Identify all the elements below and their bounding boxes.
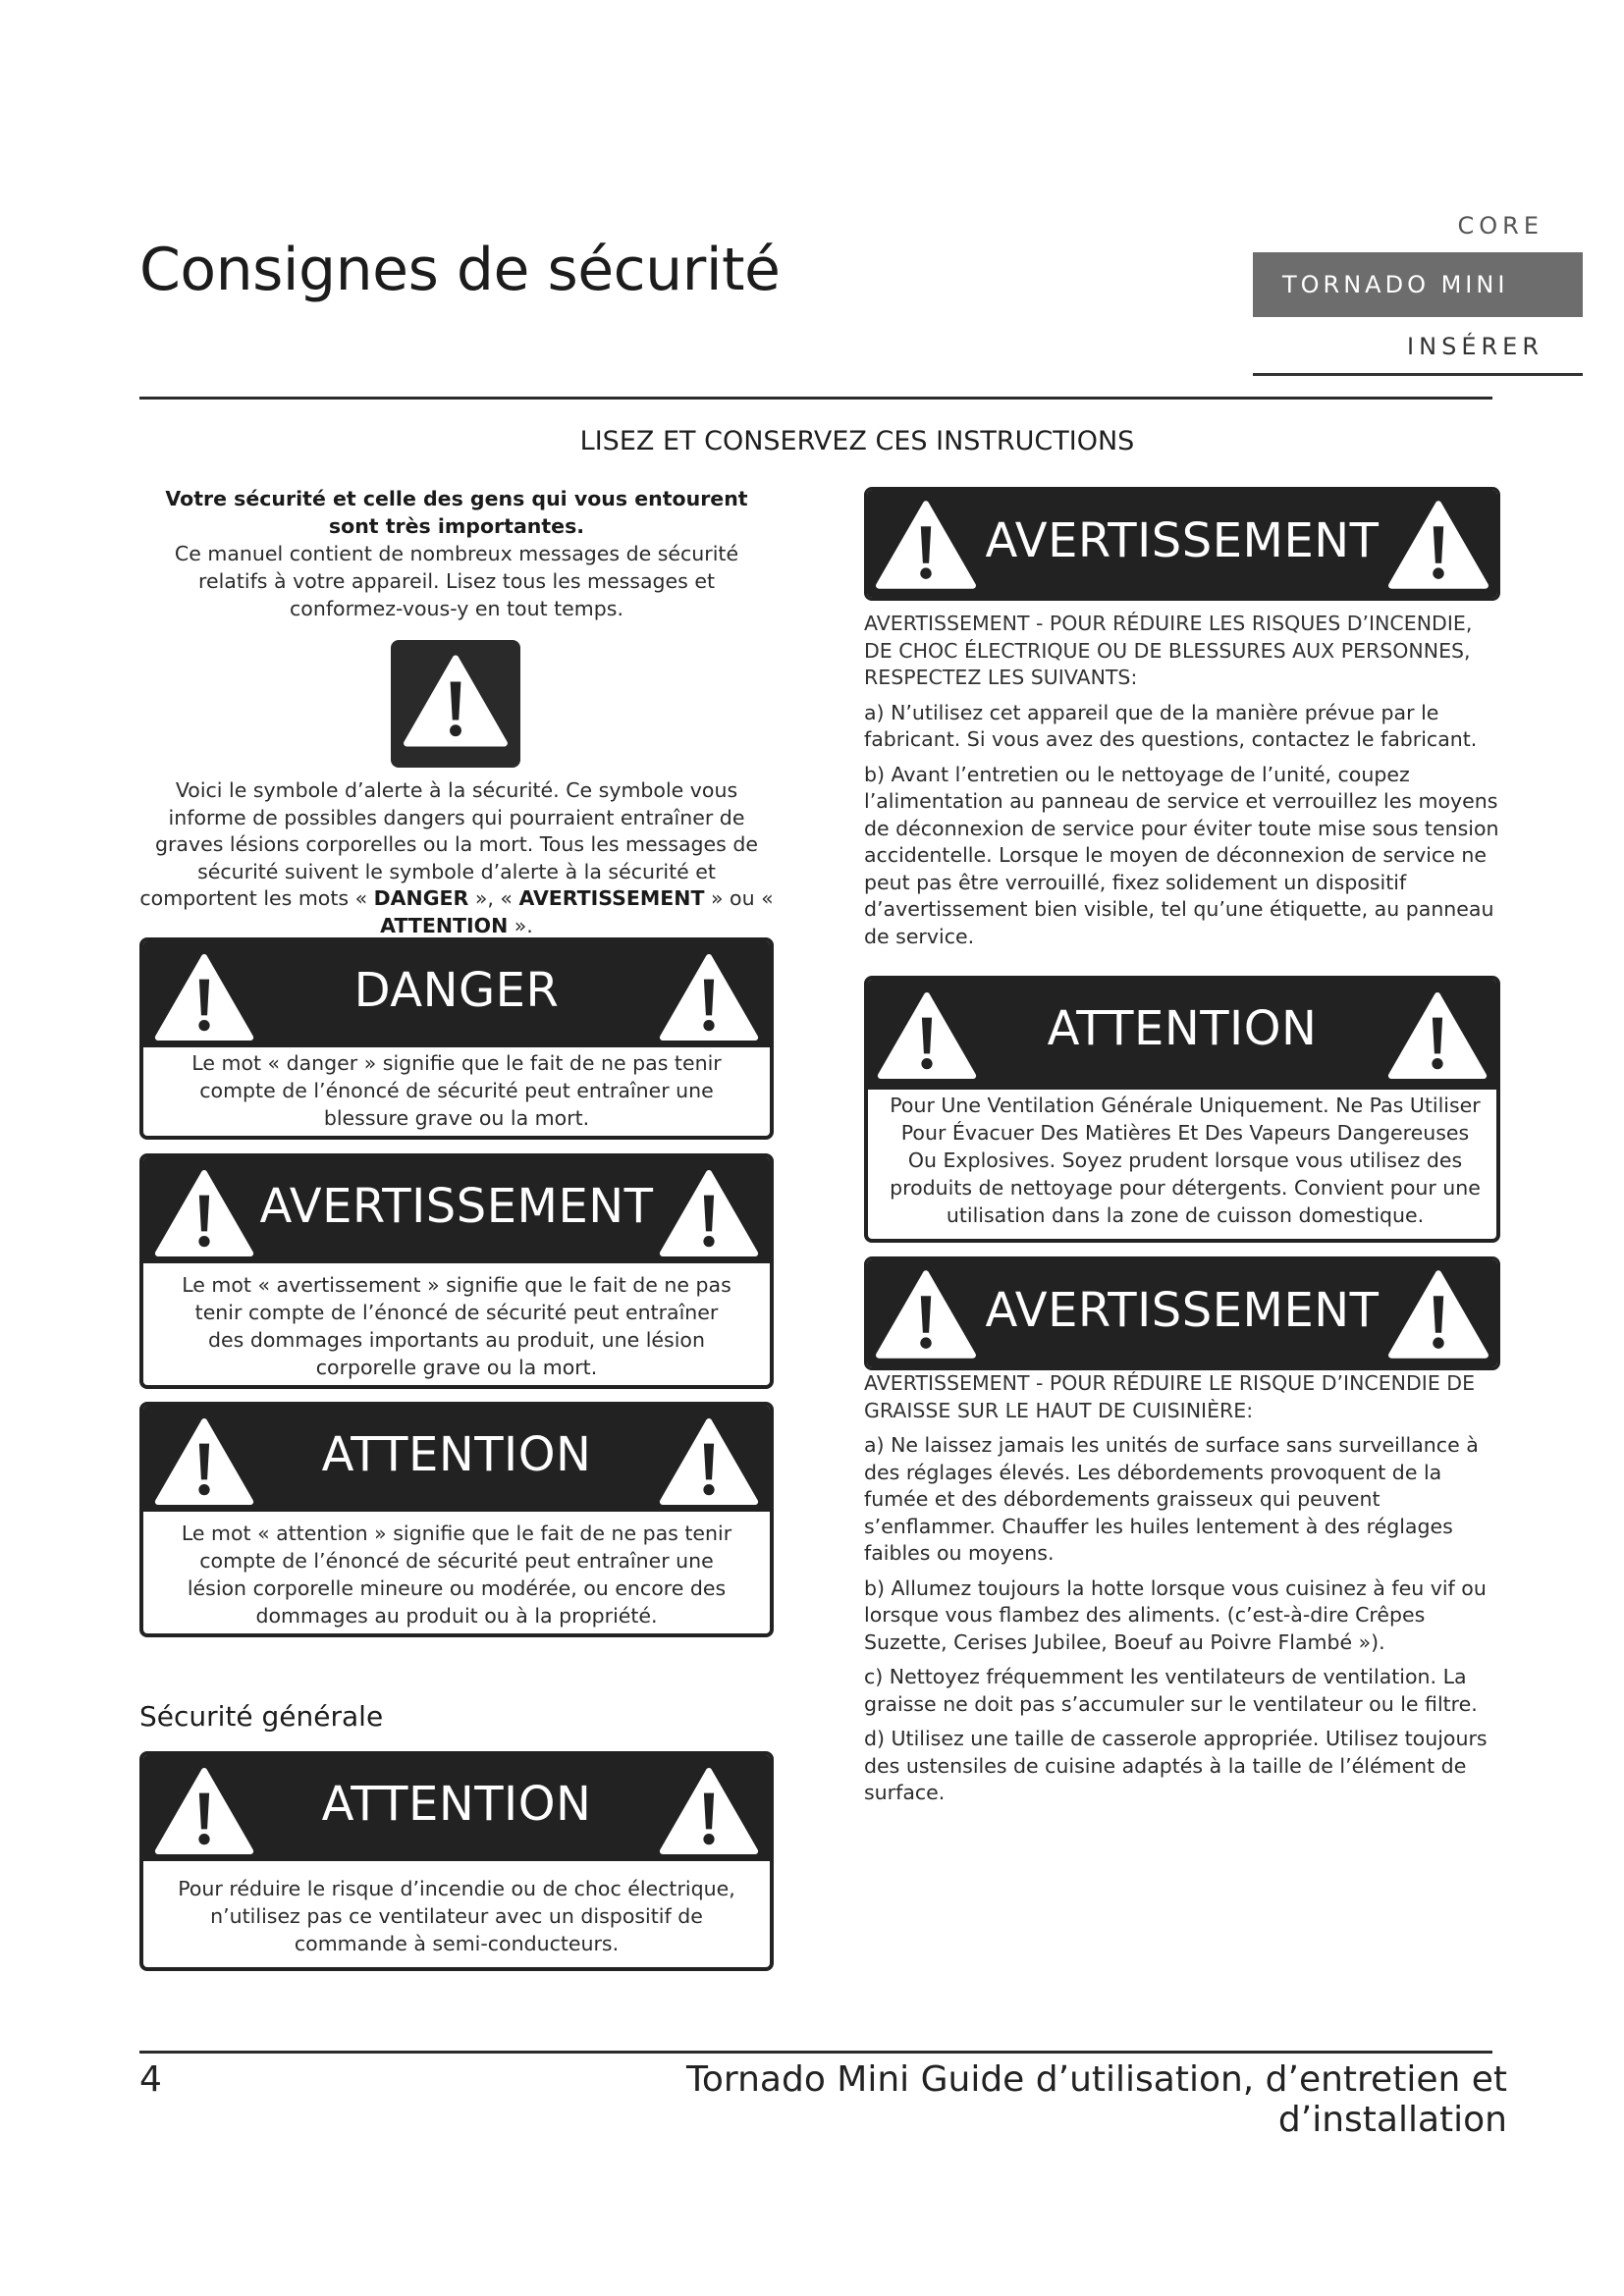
warning-triangle-icon [658, 1169, 760, 1257]
right-warning-2-heading: AVERTISSEMENT - POUR RÉDUIRE LE RISQUE D’INCENDIE DE GRAISSE SUR LE HAUT DE CUISINIÈRE: [864, 1371, 1476, 1422]
symbol-text-pre: Voici le symbole d’alerte à la sécurité. Ce symbole vous informe de possibles dangers qui pourraient entraîner de graves lésions corporelles ou la mort. Tous les messages de sécurité suivent le symbole d’alerte à la sécurité et comportent les mots « [139, 778, 758, 910]
right-warning-banner-1 [864, 487, 1500, 601]
right-warning-band-1 [867, 490, 1497, 601]
right-attention-box [864, 976, 1500, 1243]
right-warning-band-2 [867, 1259, 1497, 1370]
danger-title: DANGER [353, 963, 560, 1018]
intro-bold: Votre sécurité et celle des gens qui vous entourent sont très importantes. [165, 487, 748, 538]
right-warning-1-content [864, 611, 1502, 958]
attention-title: ATTENTION [321, 1427, 592, 1482]
tab-core[interactable]: CORE [1457, 212, 1543, 240]
symbol-explanation [139, 777, 774, 939]
symbol-word-attention: ATTENTION [380, 913, 509, 937]
danger-band [143, 941, 770, 1047]
header-divider [139, 397, 1492, 400]
page-title: Consignes de sécurité [139, 236, 781, 304]
right-warning-1-heading: AVERTISSEMENT - POUR RÉDUIRE LES RISQUES D’INCENDIE, DE CHOC ÉLECTRIQUE OU DE BLESSURES AUX PERSONNES, RESPECTEZ LES SUIVANTS: [864, 612, 1473, 689]
tab-tornado-mini[interactable]: TORNADO MINI [1253, 252, 1583, 317]
warning-triangle-icon [658, 953, 760, 1041]
danger-text: Le mot « danger » signifie que le fait de ne pas tenir compte de l’énoncé de sécurité peut entraîner une blessure grave ou la mort. [191, 1051, 722, 1130]
avertissement-title: AVERTISSEMENT [259, 1179, 654, 1234]
symbol-text-mid2: » ou « [704, 886, 774, 910]
symbol-word-avertissement: AVERTISSEMENT [518, 886, 705, 910]
avertissement-text: Le mot « avertissement » signifie que le fait de ne pas tenir compte de l’énoncé de sécurité peut entraîner des dommages importants au produit, une lésion corporelle grave ou la mort. [182, 1273, 731, 1379]
right-warning-banner-2 [864, 1256, 1500, 1370]
attention-text: Le mot « attention » signifie que le fait de ne pas tenir compte de l’énoncé de sécurité peut entraîner une lésion corporelle mineure ou modérée, ou encore des dommages au produit ou à la propriété. [181, 1522, 732, 1628]
page-number: 4 [139, 2059, 162, 2100]
intro-text: Ce manuel contient de nombreux messages de sécurité relatifs à votre appareil. Lisez tous les messages et conformez-vous-y en tout temps. [174, 542, 739, 620]
right-warning-2-item-b: b) Allumez toujours la hotte lorsque vous cuisinez à feu vif ou lorsque vous flambez des aliments. (c’est-à-dire Crêpes Suzette, Cerises Jubilee, Boeuf au Poivre Flambé »). [864, 1575, 1487, 1654]
general-safety-heading: Sécurité générale [139, 1700, 384, 1733]
right-warning-title-2: AVERTISSEMENT [985, 1283, 1380, 1338]
warning-triangle-icon [658, 1417, 760, 1506]
right-warning-title-1: AVERTISSEMENT [985, 513, 1380, 568]
symbol-text-post: ». [508, 913, 533, 937]
symbol-text-mid1: », « [468, 886, 519, 910]
avertissement-box [139, 1153, 774, 1389]
right-warning-1-item-b: b) Avant l’entretien ou le nettoyage de l’unité, coupez l’alimentation au panneau de service et verrouillez les moyens de déconnexion de service pour éviter toute mise sous tension accidentelle. Lorsque le moyen de déconnexion de service ne peut pas être verrouillé, fixez solidement un dispositif d’avertissement bien visible, tel qu’une étiquette, au panneau de service. [864, 762, 1499, 948]
footer-divider [139, 2051, 1492, 2054]
right-warning-2-item-c: c) Nettoyez fréquemment les ventilateurs de ventilation. La graisse ne doit pas s’accumuler sur le ventilateur ou le filtre. [864, 1665, 1478, 1716]
attention-band [143, 1406, 770, 1512]
general-attention-title: ATTENTION [321, 1777, 592, 1832]
right-warning-2-content [864, 1370, 1502, 1815]
warning-triangle-icon [403, 652, 509, 750]
right-attention-text: Pour Une Ventilation Générale Uniquement. Ne Pas Utiliser Pour Évacuer Des Matières Et Des Vapeurs Dangereuses Ou Explosives. Soyez prudent lorsque vous utilisez des produits de nettoyage pour détergents. Convient pour une utilisation dans la zone de cuisson domestique. [890, 1094, 1481, 1227]
right-attention-title: ATTENTION [1047, 1001, 1318, 1056]
intro-paragraph [139, 485, 774, 622]
instructions-subtitle: LISEZ ET CONSERVEZ CES INSTRUCTIONS [579, 426, 1135, 456]
danger-box [139, 937, 774, 1140]
attention-box [139, 1402, 774, 1637]
general-attention-box [139, 1751, 774, 1971]
warning-triangle-icon [1386, 991, 1489, 1080]
warning-triangle-icon [1387, 500, 1489, 590]
general-attention-band [143, 1755, 770, 1861]
general-attention-text: Pour réduire le risque d’incendie ou de choc électrique, n’utilisez pas ce ventilateur avec un dispositif de commande à semi-conducteurs. [178, 1877, 735, 1955]
warning-triangle-icon [658, 1767, 760, 1855]
right-warning-2-item-a: a) Ne laissez jamais les unités de surface sans surveillance à des réglages élevés. Les débordements provoquent de la fumée et des débordements graisseux qui peuvent s’enflammer. Chauffer les huiles lentement à des réglages faibles ou moyens. [864, 1433, 1479, 1565]
symbol-word-danger: DANGER [373, 886, 469, 910]
tab-inserer[interactable]: INSÉRER [1253, 327, 1583, 376]
right-attention-band [868, 980, 1496, 1090]
right-warning-2-item-d: d) Utilisez une taille de casserole appropriée. Utilisez toujours des ustensiles de cuisine adaptés à la taille de l’élément de surface. [864, 1727, 1488, 1804]
avertissement-band [143, 1157, 770, 1263]
warning-triangle-icon [1387, 1269, 1489, 1360]
safety-alert-symbol [391, 640, 520, 768]
right-warning-1-item-a: a) N’utilisez cet appareil que de la manière prévue par le fabricant. Si vous avez des questions, contactez le fabricant. [864, 700, 1478, 751]
footer-title: Tornado Mini Guide d’utilisation, d’entretien et d’installation [686, 2059, 1507, 2140]
